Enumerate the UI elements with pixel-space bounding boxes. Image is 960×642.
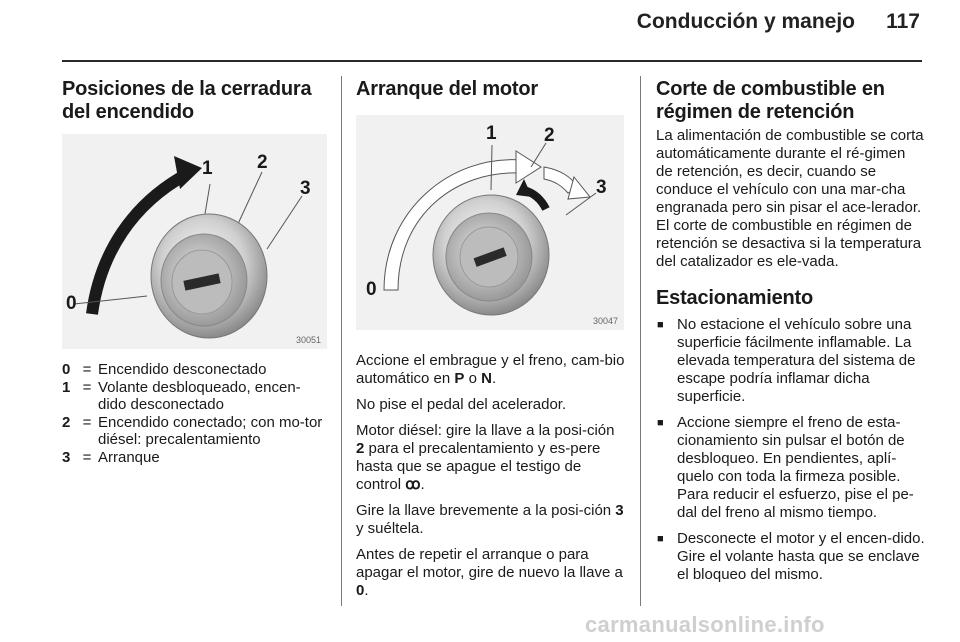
legend-key: 0 xyxy=(62,361,71,378)
page-header-title: Conducción y manejo xyxy=(636,10,855,33)
paragraph-turn-key: Gire la llave brevemente a la posi-ción 3 y suéltela. xyxy=(356,502,624,537)
figure-number: 30047 xyxy=(592,316,618,326)
fuel-cutoff-paragraph: La alimentación de combustible se corta automáticamente durante el ré-gimen de retención, es decir, cuando se conduce el vehículo con una mar-cha engranada pero sin pisar el ace-lerador. El corte de combustible en régimen de retención se desactiva si la temperatura del catalizador es ele-vada. xyxy=(656,127,924,270)
legend-eq: = xyxy=(82,378,92,396)
legend-eq: = xyxy=(82,448,92,466)
paragraph-repeat-start: Antes de repetir el arranque o para apagar el motor, gire de nuevo la llave a 0. xyxy=(356,546,623,599)
list-item: ■ Desconecte el motor y el encen-dido. Gire el volante hasta que se enclave el bloqueo del mismo. xyxy=(657,530,925,583)
glow-plug-icon: ꝏ xyxy=(405,476,421,493)
legend-row xyxy=(62,361,327,379)
figure-label-1: 1 xyxy=(202,158,213,179)
column-divider-2 xyxy=(640,76,641,606)
paragraph-accelerator: No pise el pedal del acelerador. xyxy=(356,396,567,413)
legend-desc: Encendido conectado; con mo-tor diésel: precalentamiento xyxy=(98,413,323,448)
fuel-cutoff-heading: Corte de combustible en régimen de retención xyxy=(656,78,885,123)
column-fuel-cutoff-parking xyxy=(656,78,926,592)
legend-desc: Encendido desconectado xyxy=(98,361,267,378)
engine-start-heading: Arranque del motor xyxy=(356,78,538,100)
paragraph-clutch-brake: Accione el embrague y el freno, cam-bio automático en P o N. xyxy=(356,352,625,387)
figure-label-2: 2 xyxy=(257,152,268,173)
list-item: ■ No estacione el vehículo sobre una superficie fácilmente inflamable. La elevada temperatura del sistema de escape podría inflamar dicha superficie. xyxy=(657,316,916,405)
figure-label-3: 3 xyxy=(596,177,607,198)
bullet-square-icon: ■ xyxy=(657,417,664,429)
figure-label-3: 3 xyxy=(300,178,311,199)
bullet-square-icon: ■ xyxy=(657,319,664,331)
legend-row xyxy=(62,449,327,467)
ignition-legend xyxy=(62,361,327,466)
parking-heading: Estacionamiento xyxy=(656,287,814,309)
ignition-lock-figure xyxy=(62,134,327,349)
column-ignition-positions xyxy=(62,78,327,466)
legend-key: 2 xyxy=(62,413,71,431)
legend-eq: = xyxy=(82,361,92,378)
figure-label-0: 0 xyxy=(366,279,377,300)
figure-number: 30051 xyxy=(295,335,321,345)
legend-desc: Arranque xyxy=(98,448,160,466)
legend-row xyxy=(62,414,327,449)
paragraph-diesel-preheat: Motor diésel: gire la llave a la posi-ción 2 para el precalentamiento y es-pere hasta que se apague el testigo de control ꝏ. xyxy=(356,422,615,493)
watermark: carmanualsonline.info xyxy=(585,612,825,637)
engine-start-illustration xyxy=(356,115,624,330)
legend-desc: Volante desbloqueado, encen-dido desconectado xyxy=(98,378,301,413)
list-item: ■ Accione siempre el freno de esta-cionamiento sin pulsar el botón de desbloqueo. En pendientes, aplí-quelo con toda la firmeza posible. Para reducir el esfuerzo, pise el pe-dal del freno al mismo tiempo. xyxy=(657,414,914,521)
ignition-lock-illustration xyxy=(62,134,327,349)
column-divider-1 xyxy=(341,76,342,606)
column-engine-start xyxy=(356,78,626,608)
legend-key: 1 xyxy=(62,378,71,396)
page-number: 117 xyxy=(886,10,920,33)
legend-eq: = xyxy=(82,413,92,431)
header-rule xyxy=(62,60,922,62)
bullet-square-icon: ■ xyxy=(657,533,664,545)
legend-key: 3 xyxy=(62,448,71,466)
figure-label-2: 2 xyxy=(544,125,555,146)
figure-label-0: 0 xyxy=(66,293,77,314)
parking-bullet-list xyxy=(656,316,926,584)
figure-label-1: 1 xyxy=(486,123,497,144)
ignition-positions-heading: Posiciones de la cerradura del encendido xyxy=(62,78,312,123)
engine-start-figure xyxy=(356,115,624,330)
legend-row xyxy=(62,379,327,414)
